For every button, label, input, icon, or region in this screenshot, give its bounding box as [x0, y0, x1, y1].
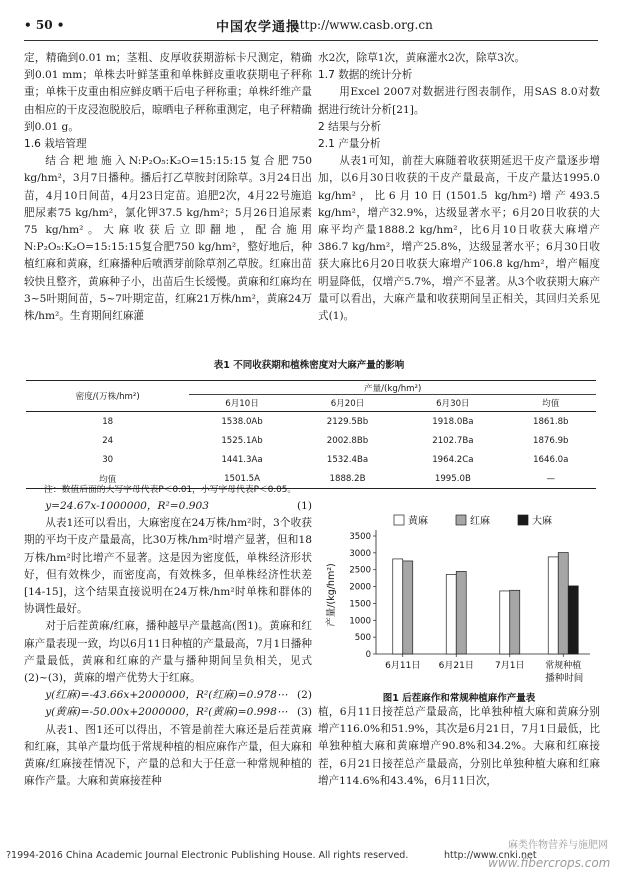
table-cell: 2102.7Ba: [432, 435, 474, 446]
equation-number: (1): [296, 500, 312, 512]
paragraph: 水2次，除草1次，黄麻灌水2次，除草3次。: [318, 52, 526, 64]
bar: [403, 561, 413, 654]
y-tick-label: 2500: [349, 565, 371, 576]
table-cell: 1861.8b: [532, 416, 569, 427]
equation-text: y(黄麻)=-50.00x+2000000，R²(黄麻)=0.998⋯: [45, 706, 288, 719]
cnki-link[interactable]: http://www.cnki.net: [444, 850, 537, 861]
equation-text: y(红麻)=-43.66x+2000000，R²(红麻)=0.978⋯: [45, 689, 288, 702]
journal-title: 中国农学通报: [216, 20, 301, 35]
y-tick-label: 1500: [349, 599, 371, 610]
table-row: [26, 450, 596, 469]
legend-swatch: [394, 515, 404, 525]
bar: [568, 586, 578, 654]
y-tick-label: 3000: [349, 548, 371, 559]
y-tick-label: 2000: [349, 582, 371, 593]
table-row: [26, 412, 596, 432]
yield-header: 产量/(kg/hm²): [189, 381, 596, 395]
equation-text: y=24.67x-1000000，R²=0.903: [45, 500, 209, 512]
table-row: [26, 431, 596, 450]
y-tick-label: 1000: [349, 616, 371, 627]
table-cell: 1646.0a: [533, 454, 569, 465]
copyright-footer: ?1994-2016 China Academic Journal Electronic Publishing House. All rights reserved.: [6, 850, 409, 861]
table-cell: 1532.4Ba: [326, 454, 369, 465]
bar: [548, 557, 558, 654]
x-tick-label: 常规种植: [545, 661, 582, 671]
legend-label: 大麻: [532, 516, 552, 527]
bar: [393, 559, 403, 654]
column-header: 6月10日: [189, 395, 294, 412]
section-heading: 2.1 产量分析: [318, 138, 381, 151]
watermark-text: 麻类作物营养与施肥网: [508, 840, 608, 851]
bar: [500, 591, 510, 654]
table-cell: 24: [102, 435, 114, 446]
yield-bar-chart: [318, 506, 600, 702]
chart-svg: [318, 506, 600, 686]
bar: [558, 553, 568, 654]
equation-3: [24, 704, 312, 721]
table-cell: 1538.0Ab: [221, 416, 263, 427]
right-column-bottom: [318, 704, 600, 790]
table-cell: 1888.2B: [295, 469, 400, 489]
density-header: 密度/(万株/hm²): [26, 381, 189, 412]
x-tick-label: 7月1日: [495, 661, 525, 671]
bar: [456, 571, 466, 654]
page-number: • 50 •: [24, 18, 65, 32]
legend-label: 黄麻: [408, 516, 428, 527]
column-header: 6月20日: [295, 395, 400, 412]
legend-swatch: [518, 515, 528, 525]
figure-caption: 图1 后茬麻作和常规种植麻作产量表: [382, 693, 536, 704]
y-tick-label: 3500: [349, 532, 371, 542]
table-cell: 1964.2Ca: [432, 454, 474, 465]
yield-table: [26, 380, 596, 489]
header-rule: [24, 40, 598, 41]
equation-number: (3): [296, 706, 312, 719]
y-tick-label: 0: [365, 650, 371, 660]
x-tick-label: 6月11日: [385, 661, 421, 671]
column-header: 6月30日: [400, 395, 505, 412]
column-header: 均值: [506, 395, 597, 412]
table-cell: 1441.3Aa: [221, 454, 263, 465]
bar: [510, 590, 520, 654]
x-tick-label: 6月21日: [438, 661, 474, 671]
table-cell: 1501.5A: [189, 469, 294, 489]
left-column-top: [24, 50, 312, 325]
table-cell: 1876.9b: [532, 435, 569, 446]
equation-2: [24, 687, 312, 704]
legend-label: 红麻: [470, 516, 490, 527]
y-axis-label: 产量/(kg/hm²): [326, 563, 337, 627]
paragraph: 从表1可知，前茬大麻随着收获期延迟干皮产量逐步增加，以6月30日收获的干皮产量最高，干皮产量达1995.0 kg/hm²，比6月10日(1501.5 kg/hm²)增产493.5 kg/hm²，增产32.9%，达级显著水平；6月20日收获的大麻平均产量1888.2 kg/hm²，比6月10日收获大麻增产386.7 kg/hm²，增产25.8%，达级显著水平；6月30日收获大麻比6月20日收获大麻增产106.8 kg/hm²，增产幅度明显降低，仅增产5.7%，增产不显著。从3个收获期大麻产量可以看出，大麻产量和收获期间呈正相关，其回归关系见式(1)。: [318, 155, 600, 323]
table-cell: 2002.8Bb: [326, 435, 369, 446]
paragraph: 从表1、图1还可以得出，不管是前茬大麻还是后茬黄麻和红麻，其单产量均低于常规种植的相应麻作产量，但大麻和黄麻/红麻接茬情况下，产量的总和大于任意一种常规种植的麻作产量。大麻和黄麻接茬种: [24, 723, 312, 788]
paragraph: 植，6月11日接茬总产量最高，比单独种植大麻和黄麻分别增产116.0%和51.9%，其次是6月21日，7月1日最低，比单独种植大麻和黄麻增产90.8%和34.2%。大麻和红麻接茬，6月21日接茬总产量最高，分别比单独种植大麻和红麻增产114.6%和43.4%，6月11日次，: [318, 706, 600, 787]
paragraph: 定，精确到0.01 m；茎粗、皮厚收获期游标卡尺测定，精确到0.01 mm；单株去叶鲜茎重和单株鲜皮重收获期电子秤称重；单株干皮重由相应鲜皮晒干后电子秤称重；单株纤维产量由相应的干皮浸泡脱胶后，晾晒电子秤称重测定，电子秤精确到0.01 g。: [24, 52, 312, 133]
x-axis-label: 播种时间: [545, 673, 584, 684]
table-cell: 均值: [26, 469, 189, 489]
watermark-url: www.fibercrops.com: [488, 856, 611, 870]
table-cell: —: [506, 469, 597, 489]
paragraph: 对于后茬黄麻/红麻，播种越早产量越高(图1)。黄麻和红麻产量表现一致，均以6月11日种植的产量最高，7月1日播种产量最低，黄麻和红麻的产量与播种期间呈负相关，见式(2)~(3)，黄麻的增产优势大于红麻。: [24, 620, 312, 685]
table-cell: 18: [102, 416, 114, 427]
paragraph: 用Excel 2007对数据进行图表制作，用SAS 8.0对数据进行统计分析[21]。: [318, 86, 600, 116]
table-cell: 1995.0B: [400, 469, 505, 489]
table-cell: 1525.1Ab: [221, 435, 263, 446]
equation-1: [24, 498, 312, 515]
table-note: 注：数值后面的大写字母代表P＜0.01，小写字母代表P＜0.05。: [44, 485, 297, 495]
paragraph: 从表1还可以看出，大麻密度在24万株/hm²时，3个收获期的平均干皮产量最高，比30万株/hm²时增产显著，但和18万株/hm²时比增产不显著。这是因为密度低，单株经济形状好，但有效株少，而密度高，有效株多，但单株经济性状差[14-15]，这个结果直接说明在24万株/hm²时单株和群体的协调性最好。: [24, 517, 312, 616]
journal-url[interactable]: http://www.casb.org.cn: [292, 18, 433, 32]
table-caption: 表1 不同收获期和植株密度对大麻产量的影响: [213, 360, 405, 371]
section-heading: 2 结果与分析: [318, 120, 382, 133]
equation-number: (2): [296, 689, 312, 702]
left-column-bottom: [24, 498, 312, 790]
section-heading: 1.7 数据的统计分析: [318, 69, 413, 82]
right-column-top: [318, 50, 600, 325]
table-cell: 2129.5Bb: [326, 416, 369, 427]
y-tick-label: 500: [354, 633, 371, 644]
table-cell: 1918.0Ba: [432, 416, 474, 427]
legend-swatch: [456, 515, 466, 525]
paragraph: 结合耙地施入N:P₂O₅:K₂O=15:15:15复合肥750 kg/hm²，3月7日播种。播后打乙草胺封闭除草。3月24日出苗，4月10日间苗，4月23日定苗。追肥2次，4月22号施追肥尿素75 kg/hm²，氯化钾37.5 kg/hm²；5月26日追尿素75 kg/hm²。大麻收获后立即翻地，配合施用N:P₂O₅:K₂O=15:15:15复合肥750 kg/hm²，整好地后，种植红麻和黄麻，红麻播种后喷洒芽前除草剂乙草胺。红麻出苗较快且整齐，黄麻种子小，出苗后生长缓慢。黄麻和红麻均在3~5叶期间苗，5~7叶期定苗，红麻21万株/hm²，黄麻24万株/hm²。生育期间红麻灌: [24, 155, 312, 323]
bar: [446, 574, 456, 654]
table-cell: 30: [102, 454, 114, 465]
section-heading: 1.6 栽培管理: [24, 138, 87, 151]
